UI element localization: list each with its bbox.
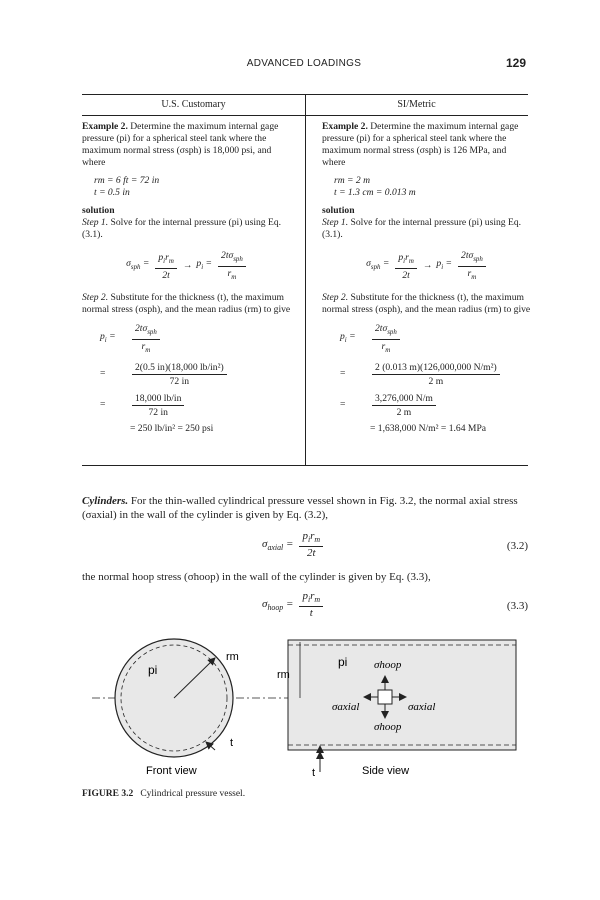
si-metric-heading: SI/Metric xyxy=(397,99,436,110)
cylinders-label: Cylinders. xyxy=(82,495,129,507)
us-customary-heading: U.S. Customary xyxy=(161,99,226,110)
example-label: Example 2. xyxy=(322,121,368,132)
calc1-numerator: 2(0.5 in)(18,000 lb/in²) xyxy=(132,361,227,375)
caption-label: FIGURE 3.2 xyxy=(82,789,134,799)
calculation-stack: $p_i$ = $\frac{2t\sigma_{sph}}{r_m}$ = $\frac{\text{2(0.5 in)(18,000 lb/in²)}}{72 in}$ = $\frac{18,000 lb/in}{72 in}$ = 250 lb/in² = 250 psi xyxy=(100,322,292,435)
example-paragraph xyxy=(322,121,532,169)
rearranged-equation: $\sigma_{sph}$ = $\frac{p_ir_m}{2t}$ → $p_i$ = $\frac{2t\sigma_{sph}}{r_m}$ xyxy=(322,249,532,284)
equation-number: (3.3) xyxy=(506,600,528,612)
running-header xyxy=(82,58,526,74)
front-t-label: t xyxy=(230,737,234,749)
si-metric-column xyxy=(322,121,532,439)
sigma-hoop-bottom-label: σhoop xyxy=(374,721,402,733)
rearranged-equation: $\sigma_{sph}$ = $\frac{p_ir_m}{2t}$ → $p_i$ = $\frac{2t\sigma_{sph}}{r_m}$ xyxy=(82,249,292,284)
side-pi-label: pi xyxy=(338,655,348,669)
given-thickness: t = 1.3 cm = 0.013 m xyxy=(334,187,416,198)
calc-result: = 1,638,000 N/m² = 1.64 MPa xyxy=(370,422,487,434)
step2-label: Step 2. xyxy=(322,291,349,303)
front-rm-label: rm xyxy=(226,651,239,663)
cylinder-figure xyxy=(82,634,528,784)
example-table xyxy=(82,94,531,466)
step2-paragraph xyxy=(322,292,532,316)
given-radius: rm = 6 ft = 72 in xyxy=(94,175,160,186)
step1-paragraph xyxy=(322,217,532,241)
equation-3-2: $\sigma_{axial}$ = $\frac{p_ir_m}{2t}$ (3.2) xyxy=(262,530,528,560)
front-pi-label: pi xyxy=(148,663,158,677)
calc1-denominator: 72 in xyxy=(169,375,190,387)
example-text: Determine the maximum internal gage pressure (pi) for a spherical steel tank where the maximum normal stress (σsph) is 18,000 psi, and where xyxy=(82,121,279,168)
side-rm-label: rm xyxy=(277,669,290,681)
cylinders-text: For the thin-walled cylindrical pressure vessel shown in Fig. 3.2, the normal axial stress (σaxial) in the wall of the cylinder is given by Eq. (3.2), xyxy=(82,495,518,521)
sigma-hoop-top-label: σhoop xyxy=(374,659,402,671)
calculation-stack: $p_i$ = $\frac{2t\sigma_{sph}}{r_m}$ = $\frac{\text{2 (0.013 m)(126,000,000 N/m²)}}{2 m}$ = $\frac{3,276,000 N/m}{2 m}$ = 1,638,000 N/m² = 1.64 MPa xyxy=(340,322,532,435)
step2-paragraph xyxy=(82,292,292,316)
equation-3-3: $\sigma_{hoop}$ = $\frac{p_ir_m}{t}$ (3.3) xyxy=(262,590,528,620)
example-paragraph xyxy=(82,121,292,169)
calc1-numerator: 2 (0.013 m)(126,000,000 N/m²) xyxy=(372,361,500,375)
step1-label: Step 1. xyxy=(82,217,109,228)
example-label: Example 2. xyxy=(82,121,128,132)
step1-label: Step 1. xyxy=(322,217,349,228)
cylinders-paragraph xyxy=(82,494,528,522)
column-divider xyxy=(305,95,306,465)
side-view-label: Side view xyxy=(362,765,410,777)
given-values xyxy=(94,175,292,199)
stress-element xyxy=(378,690,392,704)
solution-label: solution xyxy=(322,205,355,216)
figure-caption xyxy=(82,789,245,799)
calc2-denominator: 72 in xyxy=(148,406,168,418)
given-thickness: t = 0.5 in xyxy=(94,187,130,198)
hoop-paragraph: the normal hoop stress (σhoop) in the wall of the cylinder is given by Eq. (3.3), xyxy=(82,571,431,583)
calc2-numerator: 18,000 lb/in xyxy=(132,392,184,406)
step2-text: Substitute for the thickness (t), the maximum normal stress (σsph), and the mean radius (rm) to give xyxy=(322,291,531,315)
calc2-numerator: 3,276,000 N/m xyxy=(372,392,436,406)
given-values xyxy=(334,175,532,199)
equation-number: (3.2) xyxy=(506,540,528,552)
calc-result: = 250 lb/in² = 250 psi xyxy=(130,422,214,434)
caption-text: Cylindrical pressure vessel. xyxy=(140,789,246,799)
solution-label: solution xyxy=(82,205,115,216)
us-customary-column xyxy=(82,121,292,439)
example-text: Determine the maximum internal gage pressure (pi) for a spherical steel tank where the maximum normal stress (σsph) is 126 MPa, and where xyxy=(322,121,519,168)
step2-text: Substitute for the thickness (t), the maximum normal stress (σsph), and the mean radius (rm) to give xyxy=(82,291,291,315)
front-view-label: Front view xyxy=(146,765,197,777)
sigma-axial-right-label: σaxial xyxy=(408,701,436,713)
calc2-denominator: 2 m xyxy=(396,406,412,418)
side-t-label: t xyxy=(312,767,316,779)
step2-label: Step 2. xyxy=(82,291,109,303)
step1-text: Solve for the internal pressure (pi) using Eq. (3.1). xyxy=(322,217,522,240)
chapter-title: ADVANCED LOADINGS xyxy=(246,58,362,69)
step1-paragraph xyxy=(82,217,292,241)
calc1-denominator: 2 m xyxy=(428,375,444,387)
given-radius: rm = 2 m xyxy=(334,175,371,186)
sigma-axial-left-label: σaxial xyxy=(332,701,360,713)
side-view-body xyxy=(288,640,516,750)
step1-text: Solve for the internal pressure (pi) using Eq. (3.1). xyxy=(82,217,282,240)
page-number: 129 xyxy=(505,56,526,70)
